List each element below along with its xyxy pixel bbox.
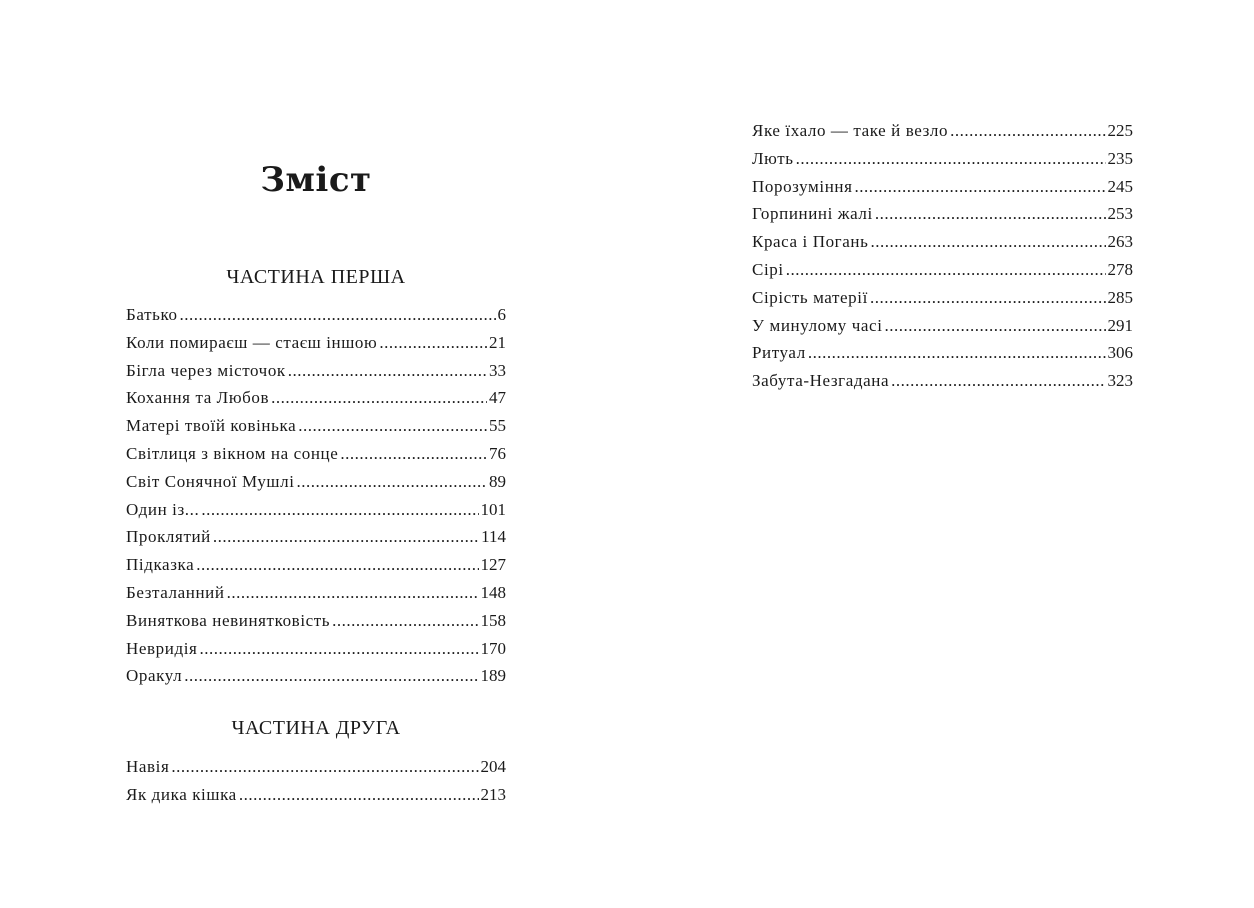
- dot-leader: [227, 579, 479, 607]
- toc-entry[interactable]: [126, 635, 506, 663]
- entry-page-number: 47: [489, 388, 506, 408]
- entry-page-number: 158: [480, 610, 506, 630]
- toc-entry[interactable]: [752, 256, 1133, 284]
- entry-title: Світ Сонячної Мушлі: [126, 471, 295, 491]
- entry-page-number: 189: [480, 666, 506, 686]
- part-one-heading: ЧАСТИНА ПЕРША: [226, 266, 406, 288]
- toc-entry[interactable]: [126, 753, 506, 781]
- entry-page-number: 33: [489, 360, 506, 380]
- entry-title: Підказка: [126, 555, 195, 575]
- part-one-entries: [126, 301, 506, 690]
- toc-entry[interactable]: [752, 173, 1133, 201]
- entry-title: Коли помираєш — стаєш іншою: [126, 332, 378, 352]
- toc-entry[interactable]: [752, 312, 1133, 340]
- toc-entry[interactable]: [752, 228, 1133, 256]
- entry-title: Навія: [126, 757, 170, 776]
- dot-leader: [196, 551, 478, 579]
- entry-page-number: 114: [481, 527, 506, 547]
- entry-title: Лють: [752, 148, 794, 168]
- entry-page-number: 148: [480, 582, 506, 602]
- toc-entry[interactable]: [752, 339, 1133, 367]
- entry-title: Сірість матерії: [752, 287, 868, 307]
- entry-page-number: 278: [1107, 259, 1133, 279]
- toc-entry[interactable]: [752, 284, 1133, 312]
- entry-title: Порозуміння: [752, 176, 853, 196]
- entry-page-number: 291: [1107, 315, 1133, 335]
- entry-title: Забута-Незгадана: [752, 371, 890, 391]
- dot-leader: [184, 662, 478, 690]
- toc-entry[interactable]: [126, 301, 506, 329]
- toc-entry[interactable]: [126, 329, 506, 357]
- entry-page-number: 170: [480, 638, 506, 658]
- toc-entry[interactable]: [126, 357, 506, 385]
- toc-entry[interactable]: [126, 607, 506, 635]
- toc-entry[interactable]: [126, 523, 506, 551]
- dot-leader: [379, 329, 487, 357]
- entry-title: Сірі: [752, 259, 784, 279]
- entry-page-number: 323: [1107, 371, 1133, 391]
- dot-leader: [180, 301, 496, 329]
- entry-title: Горпинині жалі: [752, 204, 873, 224]
- toc-entry[interactable]: [752, 117, 1133, 145]
- entry-title: Бігла через місточок: [126, 360, 286, 380]
- entry-title: Кохання та Любов: [126, 388, 270, 408]
- entry-title: Батько: [126, 305, 178, 324]
- dot-leader: [885, 312, 1106, 340]
- toc-entry[interactable]: [126, 468, 506, 496]
- part-two-entries: [126, 753, 506, 809]
- entry-title: Краса і Погань: [752, 232, 869, 252]
- dot-leader: [891, 367, 1105, 395]
- entry-page-number: 6: [497, 305, 506, 324]
- dot-leader: [808, 339, 1106, 367]
- dot-leader: [786, 256, 1106, 284]
- entry-page-number: 235: [1107, 148, 1133, 168]
- entry-title: Світлиця з вікном на сонце: [126, 443, 339, 463]
- entry-page-number: 253: [1107, 204, 1133, 224]
- dot-leader: [171, 753, 478, 781]
- dot-leader: [332, 607, 478, 635]
- toc-entry[interactable]: [126, 384, 506, 412]
- toc-entry[interactable]: [126, 781, 506, 809]
- toc-entry[interactable]: [126, 412, 506, 440]
- entry-title: Матері твоїй ковінька: [126, 416, 297, 436]
- dot-leader: [271, 384, 487, 412]
- toc-entry[interactable]: [752, 145, 1133, 173]
- entry-title: У минулому часі: [752, 315, 883, 335]
- entry-title: Ритуал: [752, 343, 806, 363]
- entry-page-number: 101: [480, 499, 506, 519]
- toc-entry[interactable]: [126, 551, 506, 579]
- dot-leader: [870, 228, 1105, 256]
- dot-leader: [239, 781, 479, 809]
- entry-title: Оракул: [126, 666, 183, 686]
- dot-leader: [199, 635, 478, 663]
- toc-entry[interactable]: [752, 200, 1133, 228]
- entry-page-number: 225: [1107, 121, 1133, 140]
- entry-page-number: 76: [489, 443, 506, 463]
- entry-page-number: 306: [1107, 343, 1133, 363]
- entry-title: Як дика кішка: [126, 784, 237, 804]
- dot-leader: [213, 523, 479, 551]
- dot-leader: [288, 357, 487, 385]
- toc-entry[interactable]: [126, 440, 506, 468]
- entry-title: Невридія: [126, 638, 198, 658]
- page-title: Зміст: [260, 160, 372, 200]
- entry-page-number: 245: [1107, 176, 1133, 196]
- entry-page-number: 89: [489, 471, 506, 491]
- dot-leader: [201, 496, 478, 524]
- entry-page-number: 204: [480, 757, 506, 776]
- entry-page-number: 285: [1107, 287, 1133, 307]
- entry-title: Виняткова невинятковість: [126, 610, 331, 630]
- toc-entry[interactable]: [126, 662, 506, 690]
- dot-leader: [870, 284, 1106, 312]
- toc-entry[interactable]: [752, 367, 1133, 395]
- entry-title: Один із...: [126, 499, 200, 519]
- dot-leader: [298, 412, 487, 440]
- entry-page-number: 21: [489, 332, 506, 352]
- toc-entry[interactable]: [126, 579, 506, 607]
- dot-leader: [950, 117, 1105, 145]
- dot-leader: [796, 145, 1106, 173]
- dot-leader: [297, 468, 487, 496]
- toc-entry[interactable]: [126, 496, 506, 524]
- part-two-heading: ЧАСТИНА ДРУГА: [231, 717, 401, 739]
- entry-title: Проклятий: [126, 527, 211, 547]
- right-page: [627, 0, 1254, 908]
- entry-page-number: 55: [489, 416, 506, 436]
- entry-page-number: 213: [480, 784, 506, 804]
- entry-title: Безталанний: [126, 582, 225, 602]
- part-two-entries-continued: [752, 117, 1133, 395]
- entry-page-number: 127: [480, 555, 506, 575]
- dot-leader: [855, 173, 1106, 201]
- entry-page-number: 263: [1107, 232, 1133, 252]
- entry-title: Яке їхало — таке й везло: [752, 121, 949, 140]
- dot-leader: [340, 440, 487, 468]
- dot-leader: [875, 200, 1106, 228]
